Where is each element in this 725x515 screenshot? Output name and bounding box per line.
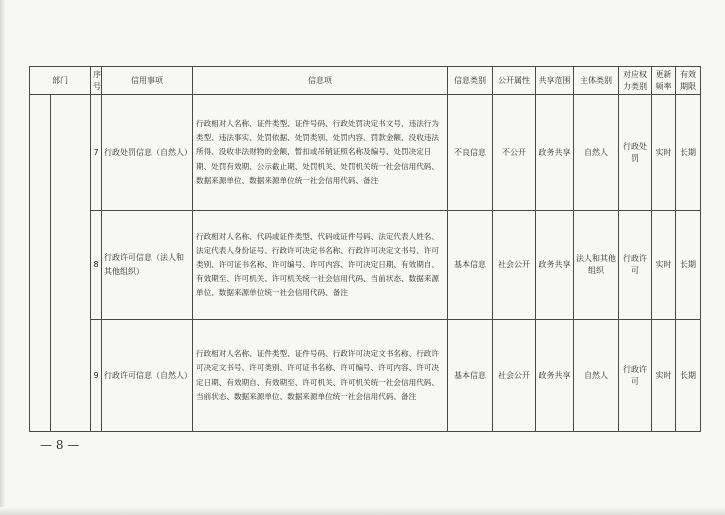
row-seq: 7 [91,95,102,211]
row-share-scope: 政务共享 [536,211,574,320]
row-subject-type: 法人和其他组织 [574,211,619,320]
row-info-category: 基本信息 [448,320,493,432]
header-credit-item: 信用事项 [102,67,193,95]
header-dept: 部门 [30,67,91,95]
row-seq: 9 [91,320,102,432]
row-update-freq: 实时 [652,320,676,432]
scan-edge-left [0,0,6,515]
row-update-freq: 实时 [652,95,676,211]
header-public-attr: 公开属性 [493,67,536,95]
row-credit-item: 行政处罚信息（自然人） [102,95,193,211]
header-share-scope: 共享范围 [536,67,574,95]
page-number: — 8 — [40,438,80,452]
row-valid-period: 长期 [676,95,701,211]
header-info-category: 信息类别 [448,67,493,95]
row-public-attr: 社会公开 [493,320,536,432]
row-info-category: 基本信息 [448,211,493,320]
row-share-scope: 政务共享 [536,320,574,432]
row-credit-item: 行政许可信息（法人和其他组织） [102,211,193,320]
header-info-items: 信息项 [193,67,448,95]
header-power-type: 对应权力类别 [619,67,652,95]
row-credit-item: 行政许可信息（自然人） [102,320,193,432]
header-subject-type: 主体类别 [574,67,619,95]
row-share-scope: 政务共享 [536,95,574,211]
table-row [30,211,701,320]
row-power-type: 行政许可 [619,320,652,432]
row-info-items: 行政相对人名称、代码或证件类型、代码或证件号码、法定代表人姓名、法定代表人身份证号、行政许可决定书名称、行政许可决定文书号、许可类别、许可证书名称、许可编号、许可内容、许可决定日期、有效期自、有效期至、许可机关、许可机关统一社会信用代码、当前状态、数据来源单位、数据来源单位统一社会信用代码、备注 [193,211,448,320]
credit-info-table [29,66,701,432]
dept-cell [30,95,91,432]
row-subject-type: 自然人 [574,95,619,211]
row-info-category: 不良信息 [448,95,493,211]
table-header-row [30,67,701,95]
header-update-freq: 更新频率 [652,67,676,95]
row-valid-period: 长期 [676,211,701,320]
row-seq: 8 [91,211,102,320]
row-power-type: 行政许可 [619,211,652,320]
scan-edge-bottom [0,507,725,515]
row-valid-period: 长期 [676,320,701,432]
table-row [30,95,701,211]
row-public-attr: 不公开 [493,95,536,211]
header-seq: 序号 [91,67,102,95]
row-public-attr: 社会公开 [493,211,536,320]
row-power-type: 行政处罚 [619,95,652,211]
header-valid-period: 有效期限 [676,67,701,95]
row-info-items: 行政相对人名称、证件类型、证件号码、行政处罚决定书文号、违法行为类型、违法事实、处罚依据、处罚类别、处罚内容、罚款金额、没收违法所得、没收非法财物的金额，暂扣或吊销证照名称及编号、处罚决定日期、处罚有效期、公示截止期、处罚机关、处罚机关统一社会信用代码、数据来源单位、数据来源单位统一社会信用代码、备注 [193,95,448,211]
row-info-items: 行政相对人名称、证件类型、证件号码、行政许可决定文书名称、行政许可决定文书号、许可类别、许可证书名称、许可编号、许可内容、许可决定日期、有效期自、有效期至、许可机关、许可机关统一社会信用代码、当前状态、数据来源单位、数据来源单位统一社会信用代码、备注 [193,320,448,432]
row-update-freq: 实时 [652,211,676,320]
row-subject-type: 自然人 [574,320,619,432]
table-row [30,320,701,432]
